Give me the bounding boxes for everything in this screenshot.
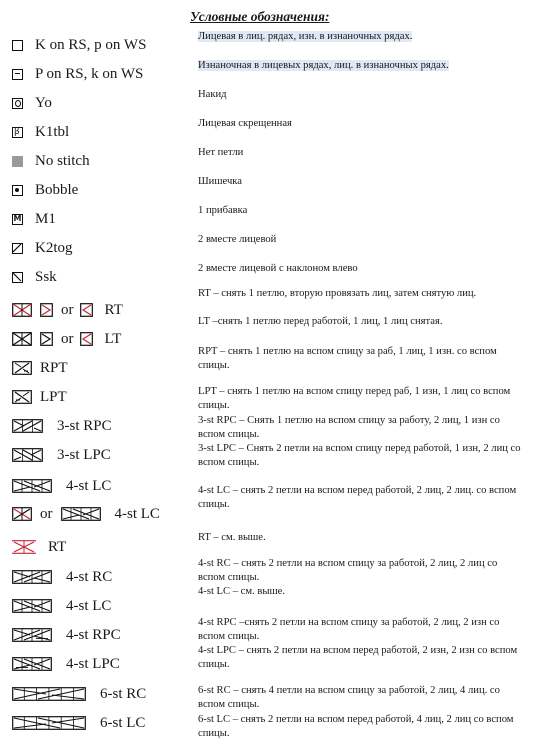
legend-symbol xyxy=(12,209,56,229)
legend-label: LPT xyxy=(40,388,67,405)
legend-description: 4-st RPC –снять 2 петли на вспом спицу за работой, 2 лиц, 2 изн со вспом спицы. xyxy=(198,617,500,643)
legend-description: RT – снять 1 петлю, вторую провязать лиц, затем снятую лиц. xyxy=(198,288,477,299)
legend-description: Шишечка xyxy=(198,176,242,187)
legend-description: Нет петли xyxy=(198,147,244,158)
make-one-icon: M xyxy=(13,213,22,223)
legend-label: RT xyxy=(48,538,67,555)
right-twist-red-icon xyxy=(12,540,36,554)
legend-symbol xyxy=(12,35,146,55)
4-st-rpc-icon xyxy=(12,628,52,642)
legend-description: LT –снять 1 петлю перед работой, 1 лиц, 1 лиц снятая. xyxy=(198,316,443,327)
legend-label: LT xyxy=(104,330,122,347)
no-stitch-icon xyxy=(12,156,23,167)
legend-title: Условные обозначения: xyxy=(190,9,330,24)
legend-symbol xyxy=(12,684,146,704)
yarn-over-icon xyxy=(12,98,23,109)
legend-symbol xyxy=(12,537,66,557)
legend-description: 6-st LC – снять 2 петли на вспом перед работой, 4 лиц, 2 лиц со вспом спицы. xyxy=(198,714,514,740)
k2tog-icon xyxy=(12,243,23,254)
left-twist-icon xyxy=(12,332,32,346)
legend-label: K on RS, p on WS xyxy=(35,36,147,53)
4-st-lpc-icon xyxy=(12,657,52,671)
legend-description: 2 вместе лицевой с наклоном влево xyxy=(198,263,358,274)
ssk-icon xyxy=(12,272,23,283)
legend-symbol xyxy=(12,445,111,465)
legend-description: 3-st LPC – Снять 2 петли на вспом спицу перед работой, 1 изн, 2 лиц со вспом спицы. xyxy=(198,443,521,469)
legend-symbol xyxy=(12,625,121,645)
legend-label: 6-st LC xyxy=(100,714,146,731)
legend-description: 4-st LPC – снять 2 петли на вспом перед работой, 2 изн, 2 изн со вспом спицы. xyxy=(198,645,518,671)
legend-symbol xyxy=(12,476,111,496)
right-purl-twist-icon xyxy=(12,361,32,375)
legend-description: Накид xyxy=(198,89,227,100)
legend-symbol xyxy=(12,93,52,113)
purl-stitch-icon xyxy=(12,69,23,80)
legend-symbol xyxy=(12,387,67,407)
legend-label: 3-st RPC xyxy=(57,417,112,434)
legend-symbol xyxy=(12,122,69,142)
legend-label: Yo xyxy=(35,94,52,111)
legend-description: Лицевая в лиц. рядах, изн. в изнаночных рядах. xyxy=(198,31,413,42)
legend-description: Изнаночная в лицевых рядах, лиц. в изнаночных рядах. xyxy=(198,60,449,71)
left-twist-alt-icon xyxy=(80,332,93,346)
legend-label: K1tbl xyxy=(35,123,70,140)
legend-label: 4-st LC xyxy=(114,505,160,522)
legend-symbol xyxy=(12,300,123,320)
right-twist-red-small-icon xyxy=(12,507,32,521)
6-st-lc-icon xyxy=(12,716,86,730)
legend-label: RPT xyxy=(40,359,68,376)
legend-description: LPT – снять 1 петлю на вспом спицу перед раб, 1 изн, 1 лиц со вспом спицы. xyxy=(198,386,511,412)
legend-symbol xyxy=(12,416,112,436)
right-twist-red-icon xyxy=(12,303,32,317)
legend-symbol xyxy=(12,504,160,524)
legend-label: 4-st LPC xyxy=(66,655,120,672)
legend-description: 3-st RPC – Снять 1 петлю на вспом спицу за работу, 2 лиц, 1 изн со вспом спицы. xyxy=(198,415,500,441)
3-st-rpc-icon xyxy=(12,419,43,433)
legend-description: 6-st RC – снять 4 петли на вспом спицу за работой, 2 лиц, 4 лиц. со вспом спицы. xyxy=(198,685,500,711)
legend-label: M1 xyxy=(35,210,56,227)
legend-label: P on RS, k on WS xyxy=(35,65,144,82)
legend-description: 1 прибавка xyxy=(198,205,248,216)
legend-description: 2 вместе лицевой xyxy=(198,234,277,245)
twisted-knit-icon: β xyxy=(12,127,23,138)
legend-label: 4-st LC xyxy=(66,597,112,614)
legend-label: 4-st RPC xyxy=(66,626,121,643)
or-text: or xyxy=(40,505,53,522)
legend-label: 4-st RC xyxy=(66,568,113,585)
legend-label: K2tog xyxy=(35,239,73,256)
legend-description: RPT – снять 1 петлю на вспом спицу за раб, 1 лиц, 1 изн. со вспом спицы. xyxy=(198,346,497,372)
legend-symbol xyxy=(12,596,111,616)
legend-description: Лицевая скрещенная xyxy=(198,118,292,129)
legend-symbol xyxy=(12,267,57,287)
legend-label: Ssk xyxy=(35,268,57,285)
legend-symbol xyxy=(12,567,112,587)
left-twist-single-icon xyxy=(40,332,53,346)
legend-symbol xyxy=(12,180,78,200)
legend-symbol xyxy=(12,329,121,349)
right-twist-single-icon xyxy=(40,303,53,317)
legend-description: RT – см. выше. xyxy=(198,532,266,543)
3-st-lpc-icon xyxy=(12,448,43,462)
or-text: or xyxy=(61,330,74,347)
legend-symbol xyxy=(12,654,120,674)
legend-symbol xyxy=(12,358,68,378)
4-st-lc-alt-icon xyxy=(61,507,101,521)
legend-label: RT xyxy=(104,301,123,318)
legend-symbol xyxy=(12,151,90,171)
legend-label: Bobble xyxy=(35,181,79,198)
right-twist-alt-icon xyxy=(80,303,93,317)
bobble-icon xyxy=(12,185,23,196)
knit-stitch-icon xyxy=(12,40,23,51)
legend-symbol xyxy=(12,64,143,84)
legend-symbol xyxy=(12,238,73,258)
4-st-lc-icon xyxy=(12,599,52,613)
left-purl-twist-icon xyxy=(12,390,32,404)
legend-label: 3-st LPC xyxy=(57,446,111,463)
legend-symbol xyxy=(12,713,145,733)
legend-label: No stitch xyxy=(35,152,90,169)
4-st-rc-icon xyxy=(12,570,52,584)
legend-description: 4-st RC – снять 2 петли на вспом спицу за работой, 2 лиц, 2 лиц со вспом спицы. xyxy=(198,558,498,584)
legend-label: 6-st RC xyxy=(100,685,147,702)
legend-description: 4-st LC – см. выше. xyxy=(198,586,286,597)
or-text: or xyxy=(61,301,74,318)
legend-label: 4-st LC xyxy=(66,477,112,494)
6-st-rc-icon xyxy=(12,687,86,701)
legend-description: 4-st LC – снять 2 петли на вспом перед работой, 2 лиц, 2 лиц. со вспом спицы. xyxy=(198,485,517,511)
4-st-lc-icon xyxy=(12,479,52,493)
